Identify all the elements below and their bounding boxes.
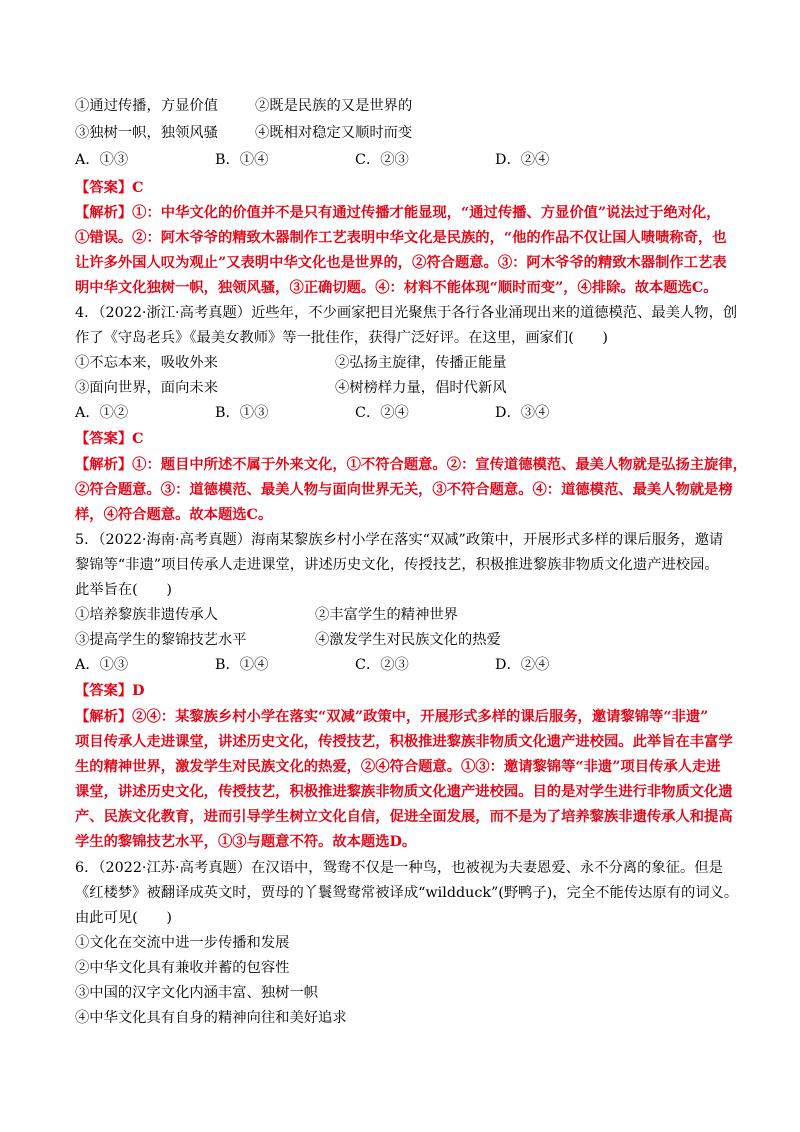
q5-answer: 【答案】D <box>75 683 145 699</box>
q3-analysis-line-1: 【解析】①：中华文化的价值并不是只有通过传播才能显现，“通过传播、方显价值”说法过于绝对化， <box>75 205 721 221</box>
q4-stem-line-1: 4．（2022·浙江·高考真题）近些年，不少画家把目光聚焦于各行各业涌现出来的道德模范、最美人物，创 <box>75 305 738 321</box>
q6-item-3: ③中国的汉字文化内涵丰富、独树一帜 <box>75 985 319 1001</box>
q6-stem-line-1: 6．（2022·江苏·高考真题）在汉语中，鸳鸯不仅是一种鸟，也被视为夫妻恩爱、永不分离的象征。但是 <box>75 860 723 876</box>
q5-option-c: C．②③ <box>355 657 409 673</box>
q5-item-3: ③提高学生的黎锦技艺水平 <box>75 632 247 648</box>
q4-item-3: ③面向世界，面向未来 <box>75 380 218 396</box>
q6-stem-line-3: 由此可见( ) <box>75 910 172 926</box>
q4-item-4: ④树榜样力量，倡时代新风 <box>335 380 507 396</box>
q3-analysis-line-4: 明中华文化独树一帜，独领风骚，③正确切题。④：材料不能体现“顺时而变”，④排除。故本题选C。 <box>75 280 718 296</box>
q4-option-c: C．②④ <box>355 405 409 421</box>
q5-analysis-line-2: 项目传承人走进课堂，讲述历史文化，传授技艺，积极推进黎族非物质文化遗产进校园。此举旨在丰富学 <box>75 734 733 750</box>
q4-option-a: A．①② <box>75 405 129 421</box>
q3-item-1: ①通过传播，方显价值 <box>75 98 218 114</box>
q3-option-a: A．①③ <box>75 152 129 168</box>
q6-stem-line-2: 《红楼梦》被翻译成英文时，贾母的丫鬟鸳鸯常被译成“wildduck”(野鸭子)，完全不能传达原有的词义。 <box>75 885 739 901</box>
q5-option-a: A．①③ <box>75 657 129 673</box>
q5-analysis-line-5: 产、民族文化教育，进而引导学生树立文化自信，促进全面发展，而不是为了培养黎族非遗传承人和提高 <box>75 809 733 825</box>
q4-option-d: D．③④ <box>495 405 550 421</box>
q4-item-1: ①不忘本来，吸收外来 <box>75 355 218 371</box>
q3-answer: 【答案】C <box>75 180 144 196</box>
q3-item-3: ③独树一帜，独领风骚 <box>75 125 218 141</box>
q4-stem-line-2: 作了《守岛老兵》《最美女教师》等一批佳作，获得广泛好评。在这里，画家们( ) <box>75 330 608 346</box>
q5-item-2: ②丰富学生的精神世界 <box>315 607 458 623</box>
q4-option-b: B．①③ <box>215 405 269 421</box>
q5-item-1: ①培养黎族非遗传承人 <box>75 607 218 623</box>
q5-stem-line-2: 黎锦等“非遗”项目传承人走进课堂，讲述历史文化，传授技艺，积极推进黎族非物质文化遗产进校园。 <box>75 557 719 573</box>
q5-analysis-line-3: 生的精神世界，激发学生对民族文化的热爱，②④符合题意。①③：邀请黎锦等“非遗”项目传承人走进 <box>75 759 721 775</box>
q5-stem-line-1: 5．（2022·海南·高考真题）海南某黎族乡村小学在落实“双减”政策中，开展形式多样的课后服务，邀请 <box>75 532 724 548</box>
q3-analysis-line-2: ①错误。②：阿木爷爷的精致木器制作工艺表明中华文化是民族的，“他的作品不仅让国人啧啧称奇，也 <box>75 230 727 246</box>
q4-analysis-line-2: ②符合题意。③：道德模范、最美人物与面向世界无关，③不符合题意。④：道德模范、最美人物就是榜 <box>75 482 733 498</box>
q4-answer: 【答案】C <box>75 431 144 447</box>
q6-item-2: ②中华文化具有兼收并蓄的包容性 <box>75 960 290 976</box>
q5-stem-line-3: 此举旨在( ) <box>75 582 172 598</box>
q4-items-row-2 <box>75 378 507 398</box>
q3-item-4: ④既相对稳定又顺时而变 <box>255 125 413 141</box>
q6-item-4: ④中华文化具有自身的精神向往和美好追求 <box>75 1010 347 1026</box>
q3-item-2: ②既是民族的又是世界的 <box>255 98 413 114</box>
q3-items-row-2 <box>75 123 413 143</box>
q4-analysis-line-1: 【解析】①：题目中所述不属于外来文化，①不符合题意。②：宣传道德模范、最美人物就是弘扬主旋律， <box>75 457 747 473</box>
q3-analysis-line-3: 让许多外国人叹为观止”又表明中华文化也是世界的，②符合题意。③：阿木爷爷的精致木器制作工艺表 <box>75 255 727 271</box>
q4-item-2: ②弘扬主旋律，传播正能量 <box>335 355 507 371</box>
q3-items-row-1 <box>75 96 413 116</box>
q5-analysis-line-6: 学生的黎锦技艺水平，①③与题意不符。故本题选D。 <box>75 834 417 850</box>
q5-option-b: B．①④ <box>215 657 269 673</box>
q4-analysis-line-3: 样，④符合题意。故本题选C。 <box>75 507 273 523</box>
q5-item-4: ④激发学生对民族文化的热爱 <box>315 632 501 648</box>
q5-items-row-1 <box>75 605 458 625</box>
q4-items-row-1 <box>75 353 507 373</box>
q5-option-d: D．②④ <box>495 657 550 673</box>
q5-items-row-2 <box>75 630 501 650</box>
q3-option-c: C．②③ <box>355 152 409 168</box>
q5-analysis-line-1: 【解析】②④：某黎族乡村小学在落实“双减”政策中，开展形式多样的课后服务，邀请黎锦等“非遗” <box>75 709 709 725</box>
q5-analysis-line-4: 课堂，讲述历史文化，传授技艺，积极推进黎族非物质文化遗产进校园。目的是对学生进行非物质文化遗 <box>75 784 733 800</box>
q6-item-1: ①文化在交流中进一步传播和发展 <box>75 935 290 951</box>
q3-option-b: B．①④ <box>215 152 269 168</box>
q3-option-d: D．②④ <box>495 152 550 168</box>
